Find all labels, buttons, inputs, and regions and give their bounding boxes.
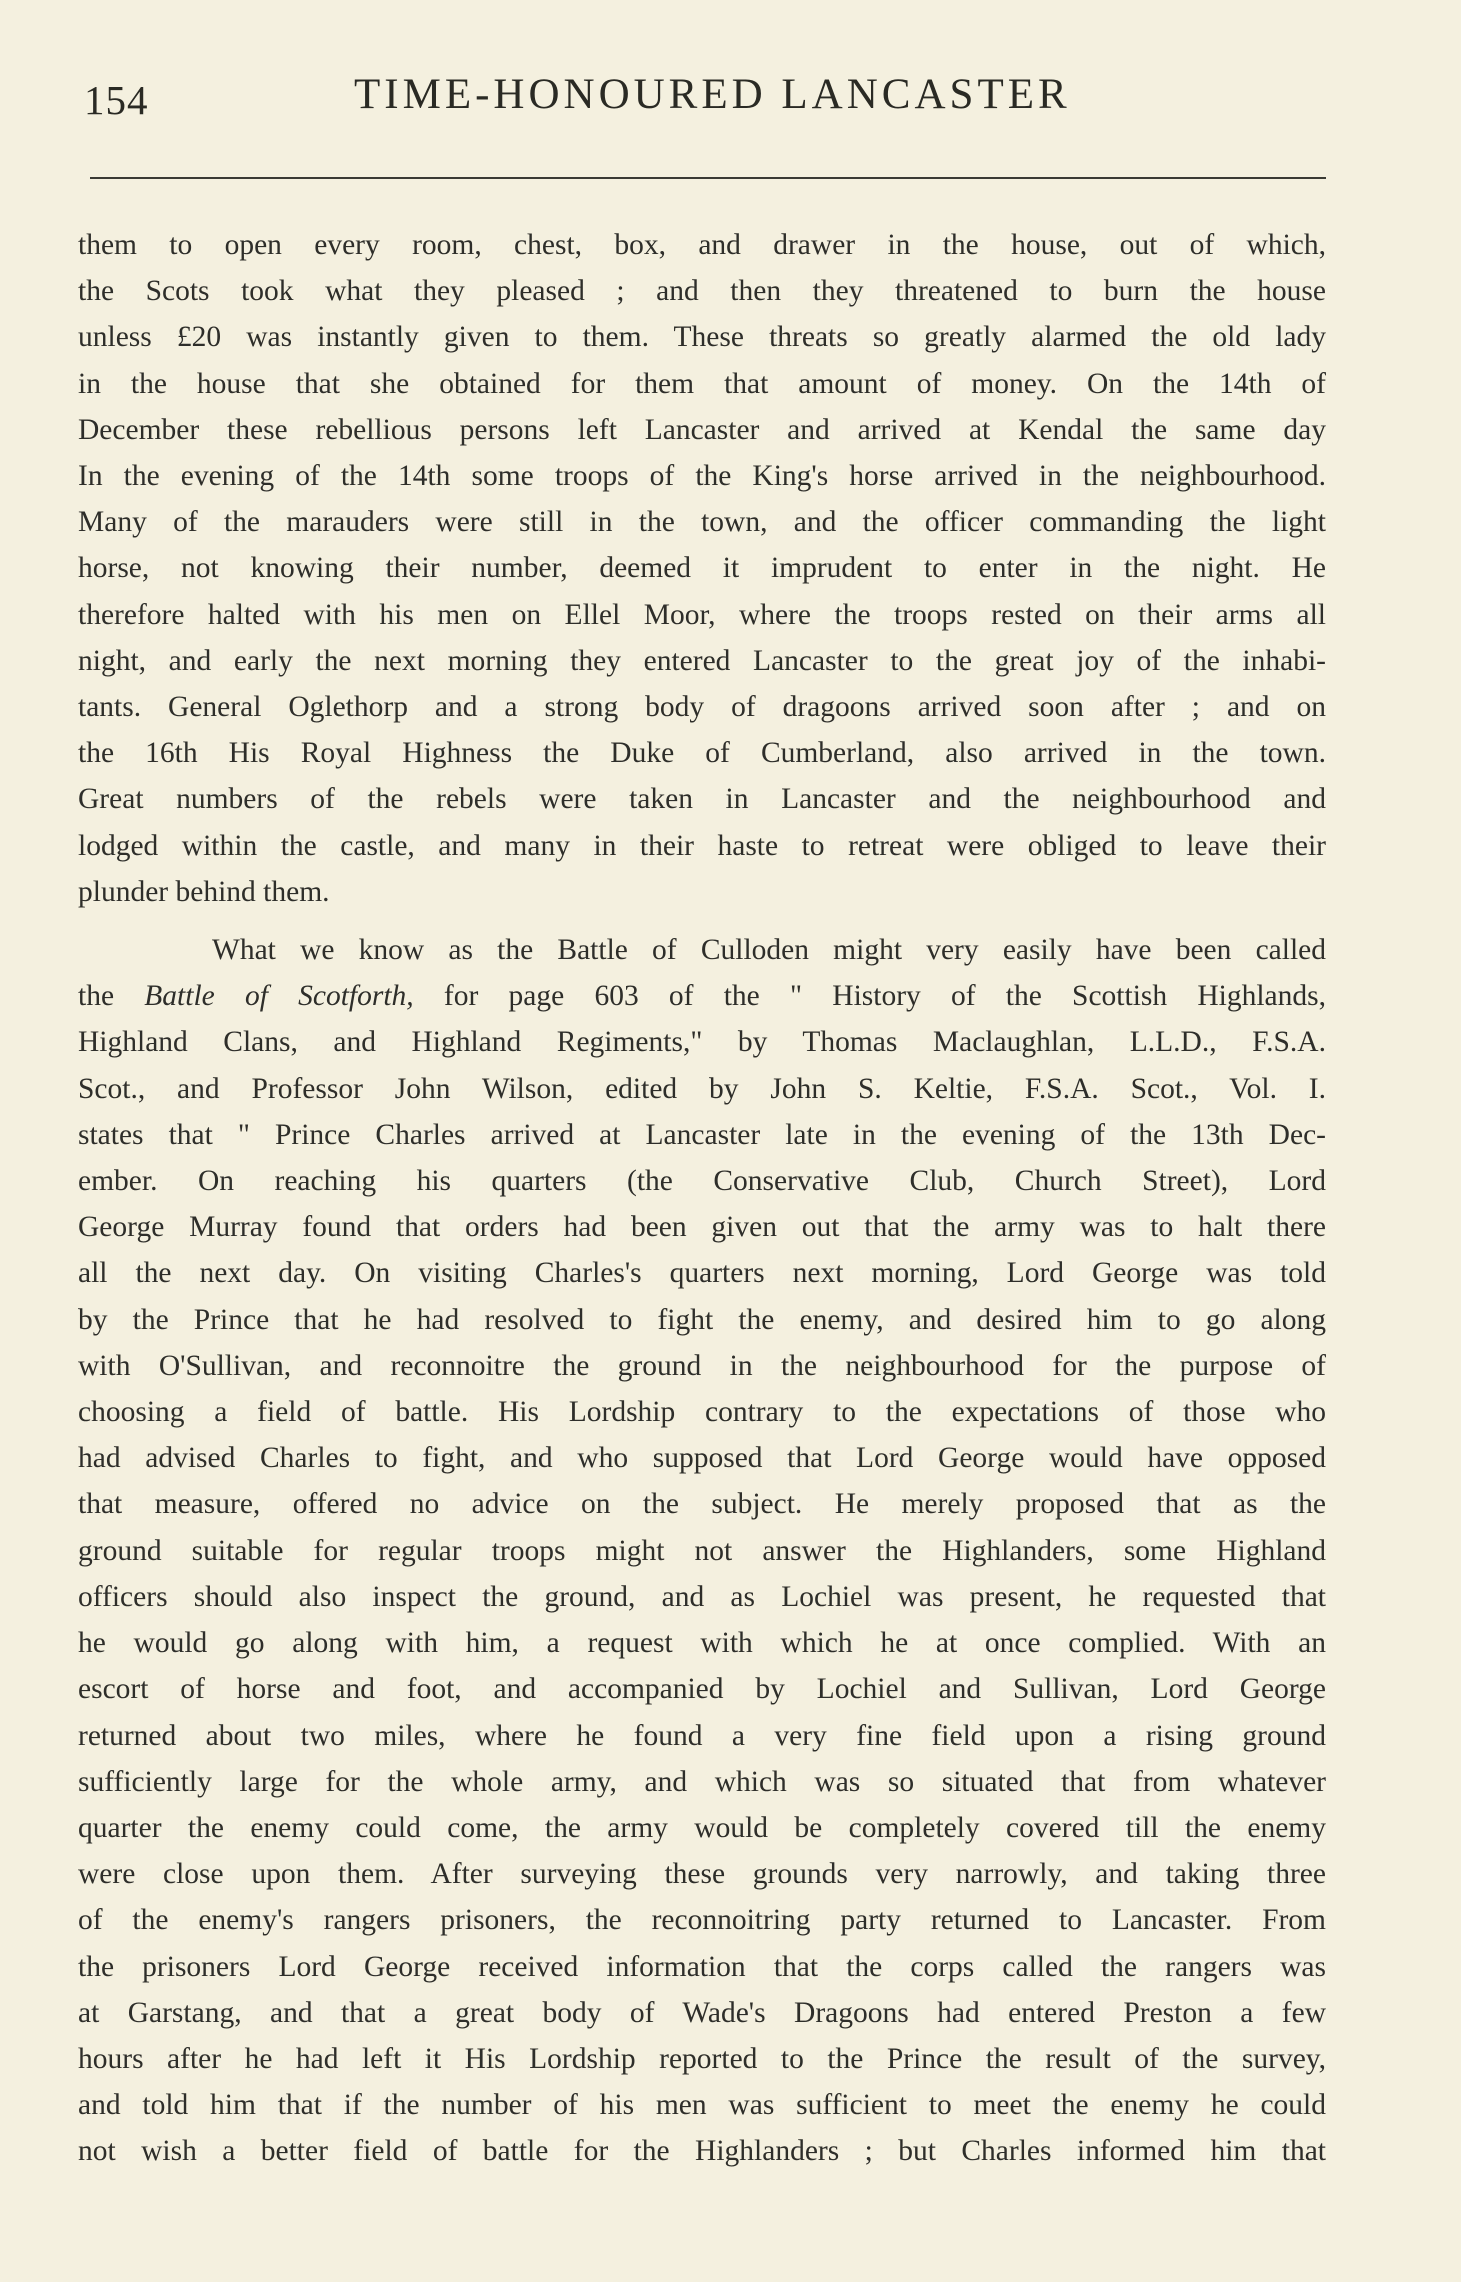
- text-line: the 16th His Royal Highness the Duke of Cumberland, also arrived in the town.: [78, 737, 1326, 770]
- text-line: the prisoners Lord George received information that the corps called the rangers was: [78, 1950, 1326, 1983]
- text-fragment: the: [78, 980, 115, 1013]
- text-line: Great numbers of the rebels were taken in Lancaster and the neighbourhood and: [78, 783, 1326, 816]
- text-line: he would go along with him, a request with which he at once complied. With an: [78, 1627, 1326, 1660]
- text-line: and told him that if the number of his men was sufficient to meet the enemy he could: [78, 2089, 1326, 2122]
- text-line: hours after he had left it His Lordship reported to the Prince the result of the survey,: [78, 2042, 1326, 2075]
- text-line: at Garstang, and that a great body of Wade's Dragoons had entered Preston a few: [78, 1996, 1326, 2029]
- text-line: in the house that she obtained for them that amount of money. On the 14th of: [78, 367, 1326, 400]
- text-line: had advised Charles to fight, and who supposed that Lord George would have opposed: [78, 1442, 1326, 1475]
- text-line: of the enemy's rangers prisoners, the reconnoitring party returned to Lancaster. From: [78, 1904, 1326, 1937]
- running-head: [84, 66, 1324, 136]
- paragraph-1: [78, 222, 1326, 915]
- text-line: the Scots took what they pleased ; and then they threatened to burn the house: [78, 275, 1326, 308]
- text-line: George Murray found that orders had been given out that the army was to halt there: [78, 1211, 1326, 1244]
- text-line: that measure, offered no advice on the subject. He merely proposed that as the: [78, 1488, 1326, 1521]
- body-text: [78, 222, 1326, 2175]
- text-line: not wish a better field of battle for the Highlanders ; but Charles informed him that: [78, 2135, 1326, 2168]
- text-line: ember. On reaching his quarters (the Conservative Club, Church Street), Lord: [78, 1165, 1326, 1198]
- text-line: Scot., and Professor John Wilson, edited by John S. Keltie, F.S.A. Scot., Vol. I.: [78, 1072, 1326, 1105]
- header-rule: [90, 177, 1326, 179]
- paragraph-2-lines: [78, 1019, 1326, 2174]
- text-line: states that " Prince Charles arrived at Lancaster late in the evening of the 13th Dec-: [78, 1118, 1326, 1151]
- text-line: unless £20 was instantly given to them. These threats so greatly alarmed the old lady: [78, 321, 1326, 354]
- text-line: by the Prince that he had resolved to fight the enemy, and desired him to go along: [78, 1303, 1326, 1336]
- text-line: tants. General Oglethorp and a strong body of dragoons arrived soon after ; and on: [78, 691, 1326, 724]
- text-line: quarter the enemy could come, the army would be completely covered till the enemy: [78, 1811, 1326, 1844]
- text-line: sufficiently large for the whole army, and which was so situated that from whatever: [78, 1765, 1326, 1798]
- italic-title: Battle of Scotforth,: [144, 980, 414, 1013]
- text-line: choosing a field of battle. His Lordship contrary to the expectations of those who: [78, 1396, 1326, 1429]
- text-line: [78, 973, 1326, 1019]
- text-line: plunder behind them.: [78, 875, 330, 908]
- text-line: with O'Sullivan, and reconnoitre the ground in the neighbourhood for the purpose of: [78, 1349, 1326, 1382]
- text-line: In the evening of the 14th some troops of the King's horse arrived in the neighbourhood.: [78, 460, 1326, 493]
- text-line: What we know as the Battle of Culloden might very easily have been called: [212, 934, 1326, 967]
- paragraph-gap: [78, 915, 1326, 927]
- text-line: horse, not knowing their number, deemed it imprudent to enter in the night. He: [78, 552, 1326, 585]
- text-fragment: for page 603 of the " History of the Scottish Highlands,: [443, 980, 1326, 1013]
- page-number: 154: [84, 77, 149, 123]
- text-line: therefore halted with his men on Ellel Moor, where the troops rested on their arms all: [78, 598, 1326, 631]
- text-line: Many of the marauders were still in the town, and the officer commanding the light: [78, 506, 1326, 539]
- text-line: escort of horse and foot, and accompanied by Lochiel and Sullivan, Lord George: [78, 1673, 1326, 1706]
- text-line: returned about two miles, where he found a very fine field upon a rising ground: [78, 1719, 1326, 1752]
- paragraph-2: [78, 927, 1326, 2174]
- text-line: all the next day. On visiting Charles's quarters next morning, Lord George was told: [78, 1257, 1326, 1290]
- text-line: ground suitable for regular troops might not answer the Highlanders, some Highland: [78, 1534, 1326, 1567]
- text-line: them to open every room, chest, box, and drawer in the house, out of which,: [78, 229, 1326, 261]
- text-line: lodged within the castle, and many in their haste to retreat were obliged to leave their: [78, 829, 1326, 862]
- text-line: December these rebellious persons left Lancaster and arrived at Kendal the same day: [78, 413, 1326, 446]
- text-line: officers should also inspect the ground, and as Lochiel was present, he requested that: [78, 1580, 1326, 1613]
- text-line: night, and early the next morning they entered Lancaster to the great joy of the inhabi-: [78, 644, 1326, 677]
- book-title: TIME-HONOURED LANCASTER: [354, 71, 1071, 118]
- text-line: Highland Clans, and Highland Regiments," by Thomas Maclaughlan, L.L.D., F.S.A.: [78, 1026, 1326, 1059]
- text-line: were close upon them. After surveying these grounds very narrowly, and taking three: [78, 1858, 1326, 1891]
